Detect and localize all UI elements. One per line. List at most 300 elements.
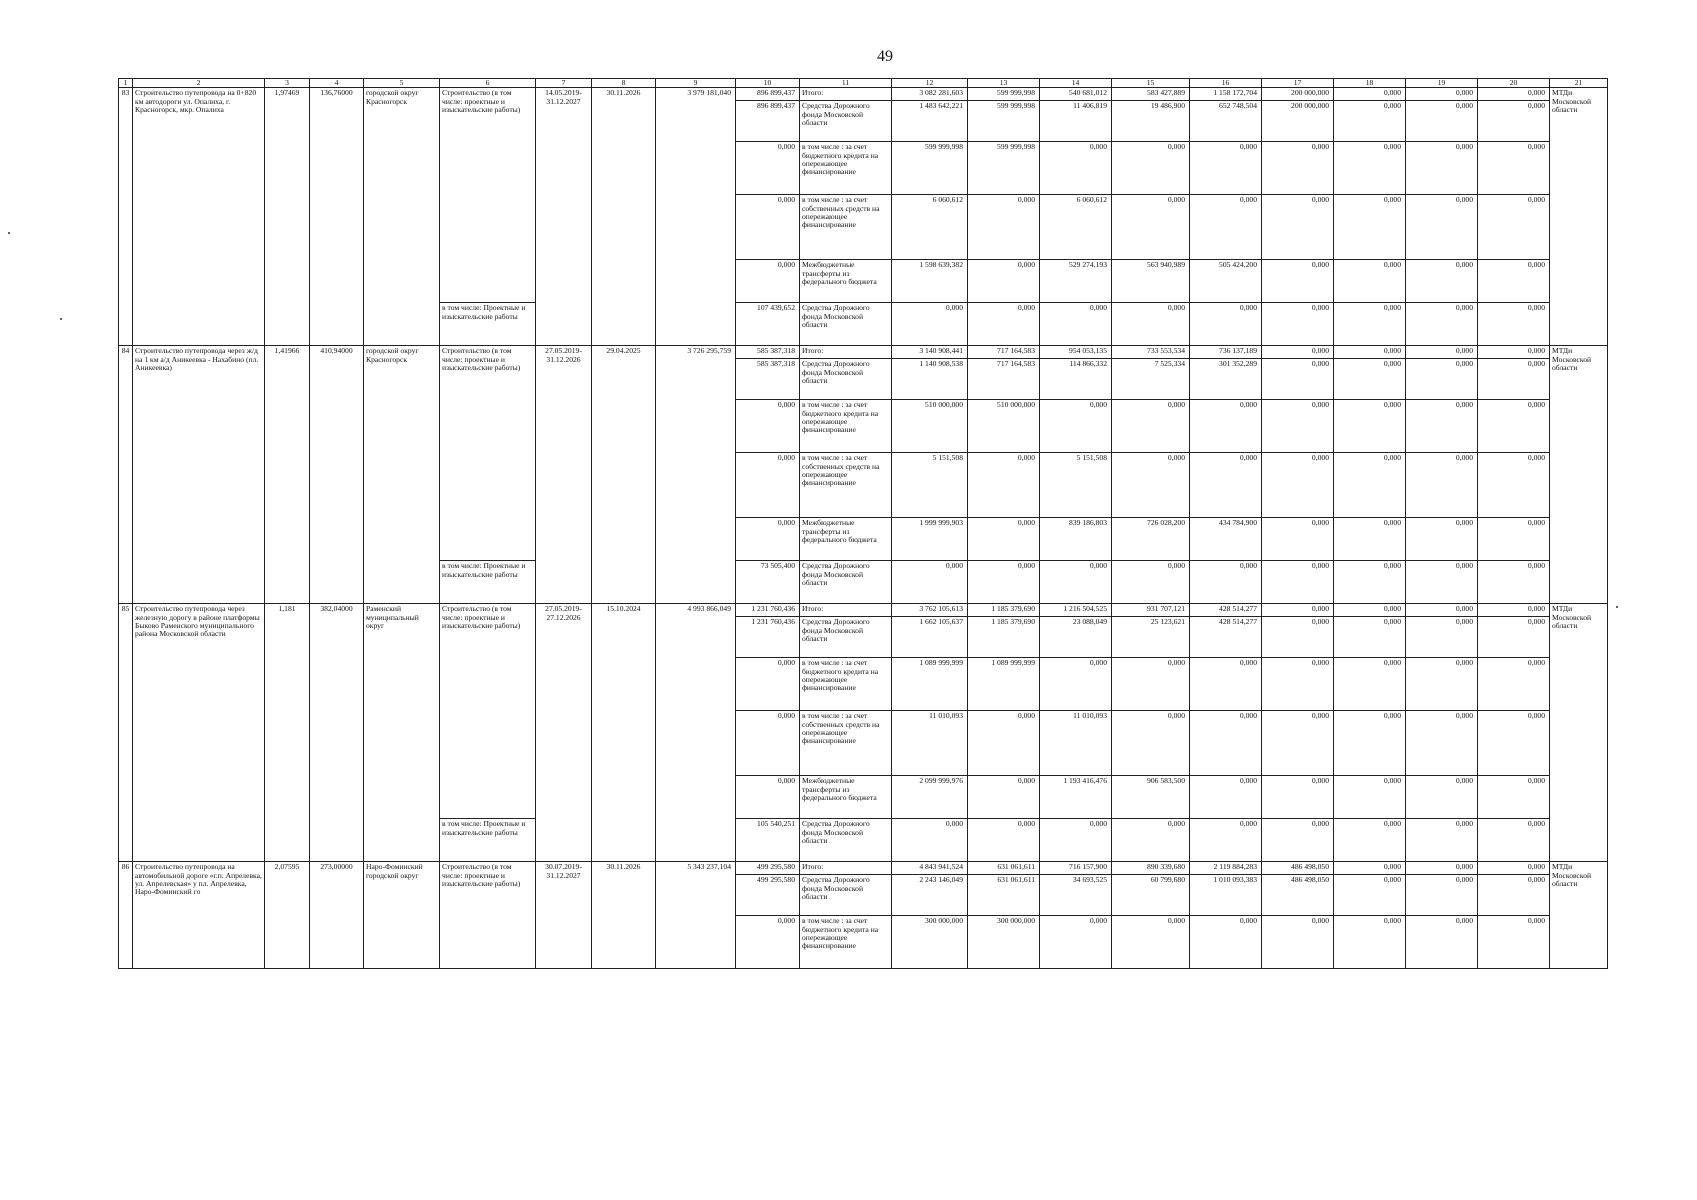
municipality: Раменский муниципальный округ bbox=[364, 604, 440, 862]
amount-cell: 5 151,508 bbox=[892, 453, 968, 518]
amount-cell: 0,000 bbox=[1406, 400, 1478, 453]
amount-cell: 60 799,680 bbox=[1112, 875, 1190, 916]
funded-before: 1 231 760,436 bbox=[736, 617, 800, 658]
amount-cell: 0,000 bbox=[968, 453, 1040, 518]
funded-before: 0,000 bbox=[736, 453, 800, 518]
amount-cell: 0,000 bbox=[1334, 819, 1406, 862]
customer: МТДи Московской области bbox=[1550, 862, 1608, 969]
amount-cell: 0,000 bbox=[1262, 346, 1334, 359]
amount-cell: 0,000 bbox=[1478, 88, 1550, 101]
funded-before: 105 540,251 bbox=[736, 819, 800, 862]
amount-cell: 0,000 bbox=[1334, 195, 1406, 260]
funding-source: в том числе : за счет бюджетного кредита на опережающее финансирование bbox=[800, 916, 892, 969]
municipality: городской округ Красногорск bbox=[364, 88, 440, 346]
funding-source: Межбюджетные трансферты из федерального бюджета bbox=[800, 776, 892, 819]
amount-cell: 0,000 bbox=[1406, 142, 1478, 195]
funding-source: Итого: bbox=[800, 346, 892, 359]
amount-cell: 428 514,277 bbox=[1190, 604, 1262, 617]
scan-speck bbox=[8, 232, 10, 234]
amount-cell: 0,000 bbox=[1406, 658, 1478, 711]
amount-cell: 1 999 999,903 bbox=[892, 518, 968, 561]
amount-cell: 434 784,900 bbox=[1190, 518, 1262, 561]
amount-cell: 0,000 bbox=[968, 260, 1040, 303]
amount-cell: 0,000 bbox=[1262, 303, 1334, 346]
amount-cell: 0,000 bbox=[1406, 711, 1478, 776]
work-period: 14.05.2019- 31.12.2027 bbox=[536, 88, 592, 346]
column-number: 15 bbox=[1112, 79, 1190, 88]
amount-cell: 0,000 bbox=[1112, 916, 1190, 969]
amount-cell: 0,000 bbox=[1112, 819, 1190, 862]
amount-cell: 0,000 bbox=[1334, 260, 1406, 303]
amount-cell: 11 406,819 bbox=[1040, 101, 1112, 142]
funding-source: в том числе : за счет бюджетного кредита на опережающее финансирование bbox=[800, 142, 892, 195]
column-number: 7 bbox=[536, 79, 592, 88]
column-number: 20 bbox=[1478, 79, 1550, 88]
amount-cell: 486 498,050 bbox=[1262, 862, 1334, 875]
amount-cell: 0,000 bbox=[1334, 604, 1406, 617]
column-number: 10 bbox=[736, 79, 800, 88]
project-name: Строительство путепровода через ж/д на 1 км а/д Аникеевка - Нахабино (пл. Аникеевка) bbox=[133, 346, 265, 604]
funding-source: в том числе : за счет бюджетного кредита на опережающее финансирование bbox=[800, 400, 892, 453]
amount-cell: 0,000 bbox=[1478, 875, 1550, 916]
amount-cell: 0,000 bbox=[1112, 658, 1190, 711]
amount-cell: 0,000 bbox=[1334, 518, 1406, 561]
funded-before: 896 899,437 bbox=[736, 88, 800, 101]
amount-cell: 529 274,193 bbox=[1040, 260, 1112, 303]
amount-cell: 0,000 bbox=[1112, 711, 1190, 776]
amount-cell: 0,000 bbox=[1112, 303, 1190, 346]
funded-before: 0,000 bbox=[736, 711, 800, 776]
funding-source: Средства Дорожного фонда Московской области bbox=[800, 359, 892, 400]
amount-cell: 0,000 bbox=[1040, 303, 1112, 346]
page-number: 49 bbox=[877, 48, 893, 65]
amount-cell: 0,000 bbox=[1190, 658, 1262, 711]
table-row bbox=[119, 604, 1608, 617]
funding-source: Средства Дорожного фонда Московской области bbox=[800, 303, 892, 346]
funding-source: Средства Дорожного фонда Московской области bbox=[800, 101, 892, 142]
amount-cell: 1 216 504,525 bbox=[1040, 604, 1112, 617]
amount-cell: 0,000 bbox=[1478, 346, 1550, 359]
amount-cell: 540 681,012 bbox=[1040, 88, 1112, 101]
amount-cell: 0,000 bbox=[1334, 101, 1406, 142]
amount-cell: 0,000 bbox=[1478, 819, 1550, 862]
amount-cell: 0,000 bbox=[1334, 617, 1406, 658]
project-length: 1,41966 bbox=[265, 346, 310, 604]
financing-table bbox=[118, 78, 1608, 969]
amount-cell: 0,000 bbox=[1334, 658, 1406, 711]
amount-cell: 0,000 bbox=[1334, 346, 1406, 359]
amount-cell: 0,000 bbox=[1406, 604, 1478, 617]
completion-date: 30.11.2026 bbox=[592, 88, 656, 346]
amount-cell: 301 352,289 bbox=[1190, 359, 1262, 400]
project-length: 1,97469 bbox=[265, 88, 310, 346]
total-cost: 3 726 295,759 bbox=[656, 346, 736, 604]
amount-cell: 0,000 bbox=[1334, 561, 1406, 604]
column-number: 11 bbox=[800, 79, 892, 88]
amount-cell: 0,000 bbox=[1478, 658, 1550, 711]
project-length: 1,181 bbox=[265, 604, 310, 862]
funded-before: 896 899,437 bbox=[736, 101, 800, 142]
column-number: 19 bbox=[1406, 79, 1478, 88]
amount-cell: 0,000 bbox=[1190, 195, 1262, 260]
funded-before: 1 231 760,436 bbox=[736, 604, 800, 617]
column-number: 3 bbox=[265, 79, 310, 88]
amount-cell: 733 553,534 bbox=[1112, 346, 1190, 359]
work-type: Строительство (в том числе: проектные и изыскательские работы) bbox=[440, 604, 536, 819]
amount-cell: 1 140 908,538 bbox=[892, 359, 968, 400]
column-number: 5 bbox=[364, 79, 440, 88]
amount-cell: 1 010 093,383 bbox=[1190, 875, 1262, 916]
amount-cell: 631 061,611 bbox=[968, 875, 1040, 916]
amount-cell: 0,000 bbox=[1112, 561, 1190, 604]
funded-before: 0,000 bbox=[736, 776, 800, 819]
amount-cell: 2 119 884,283 bbox=[1190, 862, 1262, 875]
amount-cell: 1 598 639,382 bbox=[892, 260, 968, 303]
amount-cell: 0,000 bbox=[1478, 142, 1550, 195]
column-number: 4 bbox=[310, 79, 364, 88]
amount-cell: 0,000 bbox=[968, 561, 1040, 604]
funding-source: Межбюджетные трансферты из федерального бюджета bbox=[800, 260, 892, 303]
funded-before: 0,000 bbox=[736, 916, 800, 969]
amount-cell: 1 185 379,690 bbox=[968, 617, 1040, 658]
amount-cell: 906 583,500 bbox=[1112, 776, 1190, 819]
amount-cell: 890 339,680 bbox=[1112, 862, 1190, 875]
funding-source: в том числе : за счет бюджетного кредита на опережающее финансирование bbox=[800, 658, 892, 711]
funded-before: 0,000 bbox=[736, 518, 800, 561]
amount-cell: 505 424,200 bbox=[1190, 260, 1262, 303]
scan-speck bbox=[60, 318, 62, 320]
funded-before: 499 295,580 bbox=[736, 875, 800, 916]
amount-cell: 0,000 bbox=[1406, 195, 1478, 260]
work-type-sub: в том числе: Проектные и изыскательские работы bbox=[440, 561, 536, 604]
work-type: Строительство (в том числе: проектные и изыскательские работы) bbox=[440, 346, 536, 561]
amount-cell: 0,000 bbox=[968, 776, 1040, 819]
amount-cell: 1 089 999,999 bbox=[968, 658, 1040, 711]
funded-before: 585 387,318 bbox=[736, 359, 800, 400]
total-cost: 5 343 237,104 bbox=[656, 862, 736, 969]
amount-cell: 0,000 bbox=[1334, 142, 1406, 195]
table-row bbox=[119, 346, 1608, 359]
amount-cell: 0,000 bbox=[1040, 400, 1112, 453]
project-name: Строительство путепровода на 0+820 км автодороги ул. Опалиха, г. Красногорск, мкр. Опалиха bbox=[133, 88, 265, 346]
amount-cell: 0,000 bbox=[1040, 142, 1112, 195]
amount-cell: 0,000 bbox=[1262, 776, 1334, 819]
amount-cell: 0,000 bbox=[1406, 260, 1478, 303]
amount-cell: 0,000 bbox=[1190, 400, 1262, 453]
amount-cell: 0,000 bbox=[1478, 453, 1550, 518]
amount-cell: 0,000 bbox=[1262, 518, 1334, 561]
amount-cell: 0,000 bbox=[1406, 875, 1478, 916]
amount-cell: 0,000 bbox=[1262, 658, 1334, 711]
amount-cell: 0,000 bbox=[1406, 518, 1478, 561]
amount-cell: 0,000 bbox=[1112, 142, 1190, 195]
amount-cell: 0,000 bbox=[1040, 561, 1112, 604]
amount-cell: 0,000 bbox=[1334, 303, 1406, 346]
total-cost: 4 993 866,049 bbox=[656, 604, 736, 862]
work-type-sub: в том числе: Проектные и изыскательские работы bbox=[440, 819, 536, 862]
amount-cell: 200 000,000 bbox=[1262, 101, 1334, 142]
amount-cell: 0,000 bbox=[1112, 400, 1190, 453]
amount-cell: 0,000 bbox=[1406, 776, 1478, 819]
customer: МТДи Московской области bbox=[1550, 88, 1608, 346]
amount-cell: 3 082 281,603 bbox=[892, 88, 968, 101]
project-number: 85 bbox=[119, 604, 133, 862]
amount-cell: 0,000 bbox=[1190, 776, 1262, 819]
amount-cell: 0,000 bbox=[1406, 101, 1478, 142]
column-number: 21 bbox=[1550, 79, 1608, 88]
work-type: Строительство (в том числе: проектные и изыскательские работы) bbox=[440, 88, 536, 303]
amount-cell: 0,000 bbox=[1190, 453, 1262, 518]
amount-cell: 1 483 642,221 bbox=[892, 101, 968, 142]
project-area: 382,04000 bbox=[310, 604, 364, 862]
customer: МТДи Московской области bbox=[1550, 346, 1608, 604]
amount-cell: 0,000 bbox=[1478, 862, 1550, 875]
amount-cell: 0,000 bbox=[1478, 195, 1550, 260]
funded-before: 0,000 bbox=[736, 658, 800, 711]
funding-source: Средства Дорожного фонда Московской области bbox=[800, 875, 892, 916]
amount-cell: 0,000 bbox=[892, 561, 968, 604]
column-number: 18 bbox=[1334, 79, 1406, 88]
amount-cell: 717 164,583 bbox=[968, 346, 1040, 359]
amount-cell: 0,000 bbox=[1262, 195, 1334, 260]
funding-source: Итого: bbox=[800, 88, 892, 101]
amount-cell: 931 707,121 bbox=[1112, 604, 1190, 617]
column-number: 17 bbox=[1262, 79, 1334, 88]
amount-cell: 0,000 bbox=[1334, 359, 1406, 400]
amount-cell: 1 662 105,637 bbox=[892, 617, 968, 658]
table-row bbox=[119, 88, 1608, 101]
amount-cell: 0,000 bbox=[1478, 916, 1550, 969]
amount-cell: 0,000 bbox=[1478, 101, 1550, 142]
amount-cell: 726 028,200 bbox=[1112, 518, 1190, 561]
amount-cell: 599 999,998 bbox=[968, 142, 1040, 195]
amount-cell: 1 185 379,690 bbox=[968, 604, 1040, 617]
amount-cell: 0,000 bbox=[1262, 819, 1334, 862]
amount-cell: 6 060,612 bbox=[1040, 195, 1112, 260]
amount-cell: 11 010,093 bbox=[892, 711, 968, 776]
amount-cell: 583 427,889 bbox=[1112, 88, 1190, 101]
amount-cell: 0,000 bbox=[892, 303, 968, 346]
work-type-sub: в том числе: Проектные и изыскательские работы bbox=[440, 303, 536, 346]
project-name: Строительство путепровода через железную дорогу в районе платформы Быково Раменского муниципального района Московской области bbox=[133, 604, 265, 862]
amount-cell: 0,000 bbox=[1190, 561, 1262, 604]
amount-cell: 19 486,900 bbox=[1112, 101, 1190, 142]
amount-cell: 599 999,998 bbox=[892, 142, 968, 195]
project-area: 410,94000 bbox=[310, 346, 364, 604]
amount-cell: 0,000 bbox=[1478, 303, 1550, 346]
funded-before: 107 439,652 bbox=[736, 303, 800, 346]
completion-date: 15.10.2024 bbox=[592, 604, 656, 862]
amount-cell: 0,000 bbox=[1040, 916, 1112, 969]
amount-cell: 0,000 bbox=[968, 518, 1040, 561]
column-number: 14 bbox=[1040, 79, 1112, 88]
amount-cell: 0,000 bbox=[1478, 711, 1550, 776]
amount-cell: 0,000 bbox=[1406, 88, 1478, 101]
amount-cell: 716 157,900 bbox=[1040, 862, 1112, 875]
amount-cell: 652 748,504 bbox=[1190, 101, 1262, 142]
column-number: 1 bbox=[119, 79, 133, 88]
amount-cell: 0,000 bbox=[1406, 359, 1478, 400]
amount-cell: 1 193 416,476 bbox=[1040, 776, 1112, 819]
amount-cell: 0,000 bbox=[1262, 617, 1334, 658]
column-number: 2 bbox=[133, 79, 265, 88]
funding-source: в том числе : за счет собственных средств на опережающее финансирование bbox=[800, 711, 892, 776]
amount-cell: 6 060,612 bbox=[892, 195, 968, 260]
amount-cell: 0,000 bbox=[968, 711, 1040, 776]
amount-cell: 0,000 bbox=[1478, 400, 1550, 453]
project-number: 83 bbox=[119, 88, 133, 346]
amount-cell: 11 010,093 bbox=[1040, 711, 1112, 776]
amount-cell: 7 525,334 bbox=[1112, 359, 1190, 400]
column-number: 12 bbox=[892, 79, 968, 88]
amount-cell: 0,000 bbox=[1334, 776, 1406, 819]
amount-cell: 1 089 999,999 bbox=[892, 658, 968, 711]
project-number: 84 bbox=[119, 346, 133, 604]
amount-cell: 0,000 bbox=[1262, 604, 1334, 617]
amount-cell: 0,000 bbox=[1334, 711, 1406, 776]
amount-cell: 300 000,000 bbox=[892, 916, 968, 969]
work-period: 30.07.2019- 31.12.2027 bbox=[536, 862, 592, 969]
work-type: Строительство (в том числе: проектные и изыскательские работы) bbox=[440, 862, 536, 969]
amount-cell: 0,000 bbox=[1262, 711, 1334, 776]
amount-cell: 0,000 bbox=[1334, 862, 1406, 875]
amount-cell: 0,000 bbox=[1406, 346, 1478, 359]
project-number: 86 bbox=[119, 862, 133, 969]
column-number: 16 bbox=[1190, 79, 1262, 88]
funded-before: 0,000 bbox=[736, 142, 800, 195]
amount-cell: 839 186,803 bbox=[1040, 518, 1112, 561]
amount-cell: 0,000 bbox=[1406, 561, 1478, 604]
work-period: 27.05.2019- 27.12.2026 bbox=[536, 604, 592, 862]
amount-cell: 631 061,611 bbox=[968, 862, 1040, 875]
amount-cell: 0,000 bbox=[1478, 617, 1550, 658]
amount-cell: 23 088,049 bbox=[1040, 617, 1112, 658]
amount-cell: 300 000,000 bbox=[968, 916, 1040, 969]
amount-cell: 0,000 bbox=[1190, 711, 1262, 776]
amount-cell: 3 762 105,613 bbox=[892, 604, 968, 617]
municipality: городской округ Красногорск bbox=[364, 346, 440, 604]
column-number: 13 bbox=[968, 79, 1040, 88]
amount-cell: 0,000 bbox=[1406, 453, 1478, 518]
amount-cell: 0,000 bbox=[1406, 862, 1478, 875]
amount-cell: 0,000 bbox=[1334, 916, 1406, 969]
amount-cell: 0,000 bbox=[1478, 260, 1550, 303]
amount-cell: 0,000 bbox=[892, 819, 968, 862]
amount-cell: 486 498,050 bbox=[1262, 875, 1334, 916]
funding-source: Межбюджетные трансферты из федерального бюджета bbox=[800, 518, 892, 561]
column-number-row bbox=[119, 79, 1608, 88]
amount-cell: 4 843 941,524 bbox=[892, 862, 968, 875]
amount-cell: 0,000 bbox=[968, 303, 1040, 346]
amount-cell: 1 158 172,704 bbox=[1190, 88, 1262, 101]
amount-cell: 0,000 bbox=[1262, 453, 1334, 518]
funding-source: Средства Дорожного фонда Московской области bbox=[800, 561, 892, 604]
amount-cell: 0,000 bbox=[1406, 819, 1478, 862]
project-length: 2,07595 bbox=[265, 862, 310, 969]
amount-cell: 0,000 bbox=[1478, 359, 1550, 400]
amount-cell: 563 940,989 bbox=[1112, 260, 1190, 303]
amount-cell: 0,000 bbox=[1478, 518, 1550, 561]
amount-cell: 954 053,135 bbox=[1040, 346, 1112, 359]
amount-cell: 0,000 bbox=[1478, 561, 1550, 604]
amount-cell: 0,000 bbox=[1040, 658, 1112, 711]
scan-speck bbox=[1616, 606, 1618, 608]
table-row bbox=[119, 862, 1608, 875]
amount-cell: 200 000,000 bbox=[1262, 88, 1334, 101]
funded-before: 0,000 bbox=[736, 195, 800, 260]
amount-cell: 599 999,998 bbox=[968, 101, 1040, 142]
project-name: Строительство путепровода на автомобильной дороге «г.п. Апрелевка, ул. Апрелевская» у пл. Апрелевка, Наро-Фоминский го bbox=[133, 862, 265, 969]
amount-cell: 34 693,525 bbox=[1040, 875, 1112, 916]
amount-cell: 0,000 bbox=[1262, 400, 1334, 453]
amount-cell: 0,000 bbox=[968, 819, 1040, 862]
funding-source: в том числе : за счет собственных средств на опережающее финансирование bbox=[800, 453, 892, 518]
amount-cell: 114 866,332 bbox=[1040, 359, 1112, 400]
amount-cell: 736 137,189 bbox=[1190, 346, 1262, 359]
amount-cell: 0,000 bbox=[1334, 453, 1406, 518]
funded-before: 73 505,400 bbox=[736, 561, 800, 604]
funding-source: Итого: bbox=[800, 862, 892, 875]
funding-source: Средства Дорожного фонда Московской области bbox=[800, 617, 892, 658]
amount-cell: 3 140 908,441 bbox=[892, 346, 968, 359]
funded-before: 499 295,580 bbox=[736, 862, 800, 875]
amount-cell: 0,000 bbox=[968, 195, 1040, 260]
amount-cell: 510 000,000 bbox=[892, 400, 968, 453]
column-number: 8 bbox=[592, 79, 656, 88]
amount-cell: 717 164,583 bbox=[968, 359, 1040, 400]
amount-cell: 25 123,621 bbox=[1112, 617, 1190, 658]
column-number: 9 bbox=[656, 79, 736, 88]
amount-cell: 0,000 bbox=[1190, 916, 1262, 969]
amount-cell: 0,000 bbox=[1190, 142, 1262, 195]
funded-before: 585 387,318 bbox=[736, 346, 800, 359]
amount-cell: 0,000 bbox=[1190, 303, 1262, 346]
amount-cell: 0,000 bbox=[1190, 819, 1262, 862]
customer: МТДи Московской области bbox=[1550, 604, 1608, 862]
municipality: Наро-Фоминский городской округ bbox=[364, 862, 440, 969]
funded-before: 0,000 bbox=[736, 260, 800, 303]
completion-date: 30.11.2026 bbox=[592, 862, 656, 969]
amount-cell: 0,000 bbox=[1112, 195, 1190, 260]
amount-cell: 0,000 bbox=[1262, 561, 1334, 604]
amount-cell: 2 243 146,049 bbox=[892, 875, 968, 916]
completion-date: 29.04.2025 bbox=[592, 346, 656, 604]
amount-cell: 0,000 bbox=[1334, 88, 1406, 101]
amount-cell: 0,000 bbox=[1478, 776, 1550, 819]
amount-cell: 0,000 bbox=[1334, 875, 1406, 916]
funding-source: Средства Дорожного фонда Московской области bbox=[800, 819, 892, 862]
amount-cell: 599 999,998 bbox=[968, 88, 1040, 101]
funding-source: в том числе : за счет собственных средств на опережающее финансирование bbox=[800, 195, 892, 260]
amount-cell: 0,000 bbox=[1112, 453, 1190, 518]
amount-cell: 0,000 bbox=[1262, 916, 1334, 969]
total-cost: 3 979 181,040 bbox=[656, 88, 736, 346]
amount-cell: 0,000 bbox=[1478, 604, 1550, 617]
amount-cell: 428 514,277 bbox=[1190, 617, 1262, 658]
amount-cell: 0,000 bbox=[1334, 400, 1406, 453]
amount-cell: 5 151,508 bbox=[1040, 453, 1112, 518]
amount-cell: 510 000,000 bbox=[968, 400, 1040, 453]
funded-before: 0,000 bbox=[736, 400, 800, 453]
amount-cell: 0,000 bbox=[1262, 359, 1334, 400]
amount-cell: 0,000 bbox=[1262, 260, 1334, 303]
amount-cell: 0,000 bbox=[1406, 916, 1478, 969]
project-area: 273,00000 bbox=[310, 862, 364, 969]
work-period: 27.05.2019- 31.12.2026 bbox=[536, 346, 592, 604]
funding-source: Итого: bbox=[800, 604, 892, 617]
column-number: 6 bbox=[440, 79, 536, 88]
amount-cell: 0,000 bbox=[1262, 142, 1334, 195]
